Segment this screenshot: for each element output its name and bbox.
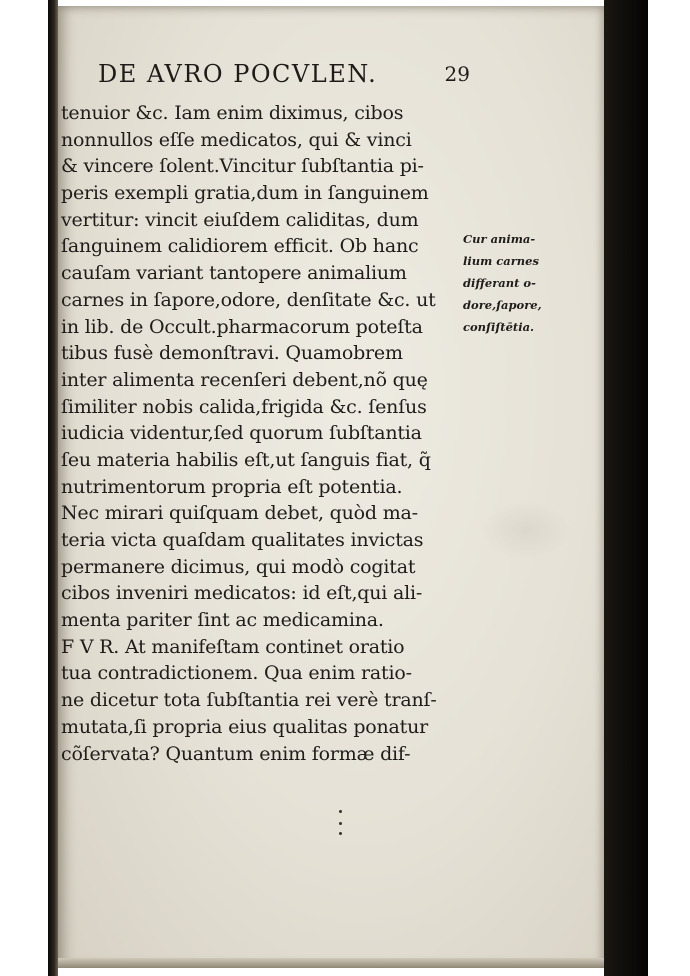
text-line: ſeu materia habilis eſt,ut ſanguis fiat, q̃ [61, 448, 431, 471]
text-line: mutata,ſi propria eius qualitas ponatur [61, 715, 429, 738]
text-line: tibus fusè demonſtravi. Quamobrem [61, 342, 403, 365]
text-line: & vincere ſolent.Vincitur ſubſtantia pi- [61, 155, 424, 178]
text-line: F V R. At manifeſtam continet oratio [61, 635, 405, 658]
text-line: in lib. de Occult.pharmacorum poteſta [61, 315, 423, 338]
margin-note-line: lium carnes [463, 254, 539, 268]
text-line: cauſam variant tantopere animalium [61, 262, 407, 285]
text-line: tua contradictionem. Qua enim ratio- [61, 662, 412, 685]
text-line: cõſervata? Quantum enim formæ dif- [61, 742, 411, 765]
text-line: ſimiliter nobis calida,frigida &c. ſenſus [61, 395, 427, 418]
text-line: tenuior &c. Iam enim diximus, cibos [61, 102, 404, 124]
text-line: cibos inveniri medicatos: id eſt,qui ali- [61, 582, 423, 605]
page-header [98, 60, 470, 94]
margin-note-line: conſiſtētia. [463, 320, 535, 334]
text-line: inter alimenta recenſeri debent,nõ quę [61, 368, 428, 391]
margin-note-line: dore,ſapore, [463, 298, 542, 312]
text-line: Nec mirari quiſquam debet, quòd ma- [61, 502, 418, 525]
catchword-marks [339, 810, 343, 838]
ink-bleed-through [480, 500, 570, 560]
text-line: iudicia videntur,ſed quorum ſubſtantia [61, 422, 422, 445]
text-line: peris exempli gratia,dum in ſanguinem [61, 182, 429, 205]
margin-note-line: differant o- [463, 276, 536, 290]
text-line: carnes in ſapore,odore, denſitate &c. ut [61, 288, 436, 311]
margin-note-line: Cur anima- [463, 232, 536, 246]
body-text [61, 100, 481, 767]
text-line: nonnullos eſſe medicatos, qui & vinci [61, 128, 412, 151]
page-bottom-edge [58, 958, 604, 968]
text-line: permanere dicimus, qui modò cogitat [61, 555, 416, 578]
page-number: 29 [444, 62, 470, 86]
gutter-shadow [48, 0, 58, 976]
text-line: ſanguinem calidiorem efficit. Ob hanc [61, 235, 419, 258]
margin-note [463, 228, 563, 338]
text-line: ne dicetur tota ſubſtantia rei verè tranſ- [61, 689, 437, 712]
running-title: DE AVRO POCVLEN. [98, 60, 378, 88]
text-line: menta pariter ſint ac medicamina. [61, 609, 384, 632]
text-line: teria victa quaſdam qualitates invictas [61, 529, 424, 551]
right-edge-shadow [604, 0, 648, 976]
text-line: nutrimentorum propria eſt potentia. [61, 475, 403, 498]
text-line: vertitur: vincit eiuſdem caliditas, dum [61, 208, 419, 231]
